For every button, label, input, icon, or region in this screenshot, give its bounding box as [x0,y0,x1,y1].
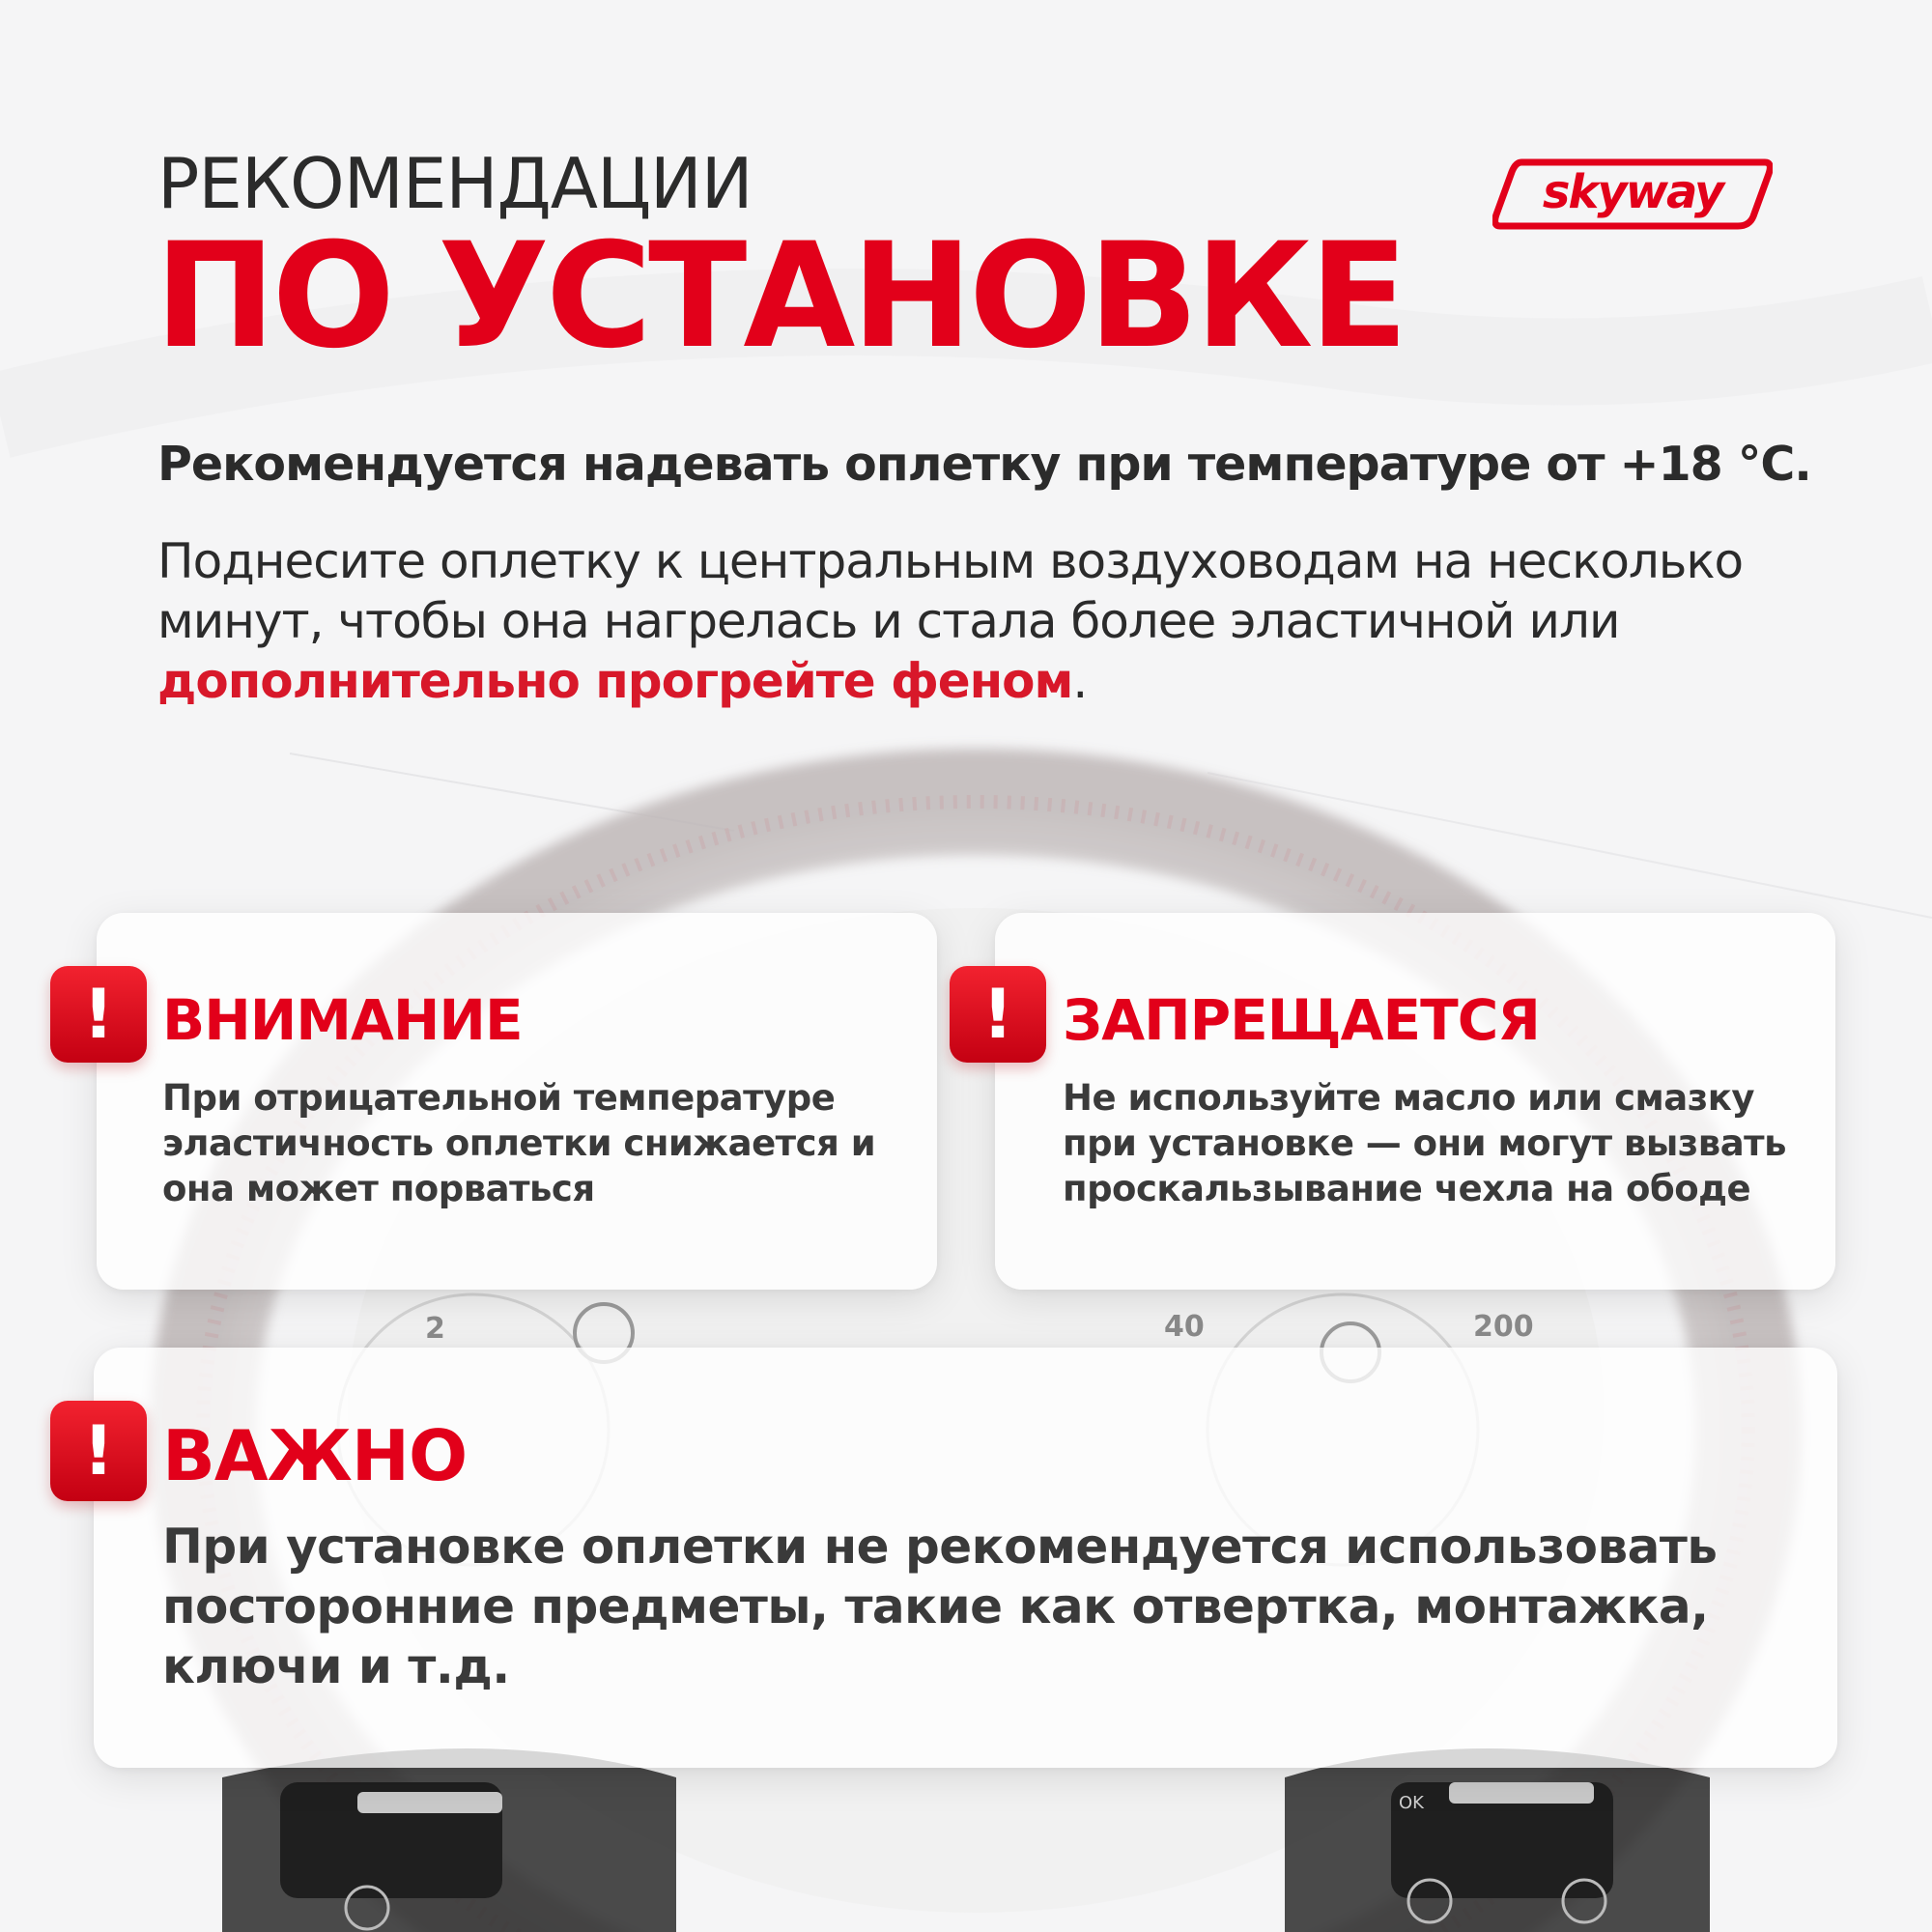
page-title-line-2: ПО УСТАНОВКЕ [155,213,1405,381]
heating-highlight: дополнительно прогрейте феном [157,653,1073,709]
heating-end: . [1072,653,1088,709]
gauge-label-right-2: 200 [1473,1310,1534,1344]
prohibited-text: Не используйте масло или смазку при установке — они могут вызвать проскальзывание чехла на ободе [1063,1077,1787,1209]
heating-text: Поднесите оплетку к центральным воздуховодам на несколько минут, чтобы она нагрелась и стала более эластичной или [157,533,1744,649]
gauge-label-left: 2 [425,1312,445,1346]
skyway-logo [1492,155,1773,232]
important-title: ВАЖНО [162,1415,468,1496]
brand-name: skyway [1542,165,1723,219]
page-title-line-1: РЕКОМЕНДАЦИИ [157,143,753,224]
important-text: При установке оплетки не рекомендуется использовать посторонние предметы, такие как отвертка, монтажка, ключи и т.д. [162,1519,1718,1694]
gauge-label-right-1: 40 [1164,1310,1205,1344]
exclamation-icon: ! [50,1401,147,1501]
ok-button-label: OK [1399,1793,1424,1813]
exclamation-icon: ! [50,966,147,1063]
attention-title: ВНИМАНИЕ [162,987,523,1053]
temperature-note: Рекомендуется надевать оплетку при температуре от +18 °C. [157,437,1811,492]
prohibited-title: ЗАПРЕЩАЕТСЯ [1063,987,1540,1053]
attention-text: При отрицательной температуре эластичность оплетки снижается и она может порваться [162,1077,876,1209]
exclamation-icon: ! [950,966,1046,1063]
heating-instructions [157,531,1867,711]
